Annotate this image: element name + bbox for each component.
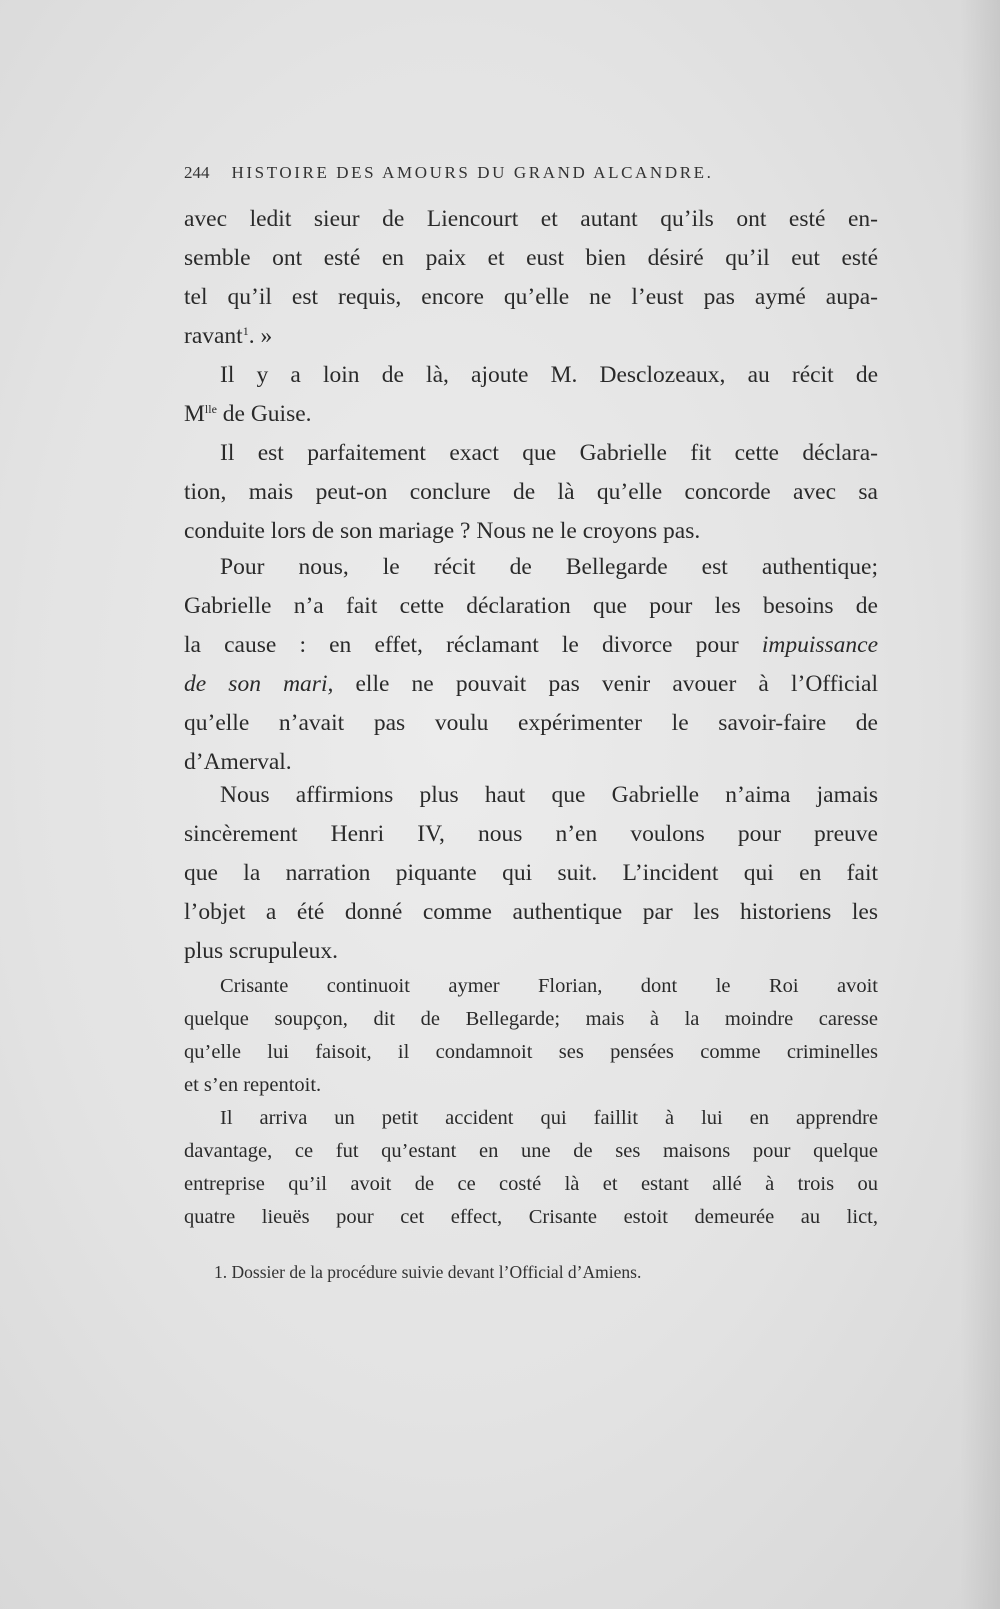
paragraph-4 <box>184 548 878 782</box>
text-line <box>184 626 878 665</box>
text-line: qu’elle lui faisoit, il condamnoit ses pensées comme criminelles <box>184 1041 878 1063</box>
text-line: plus scrupuleux. <box>184 938 339 964</box>
text-line: tel qu’il est requis, encore qu’elle ne l’eust pas aymé aupa- <box>184 284 878 310</box>
text-line: quatre lieuës pour cet effect, Crisante estoit demeurée au lict, <box>184 1206 878 1228</box>
paragraph-2 <box>184 356 878 434</box>
text-line: Gabrielle n’a fait cette déclaration que pour les besoins de <box>184 593 878 619</box>
text-fragment: ravant <box>184 323 243 349</box>
text-line: Pour nous, le récit de Bellegarde est authentique; <box>220 554 878 580</box>
page-number: 244 <box>184 163 210 182</box>
text-line: avec ledit sieur de Liencourt et autant qu’ils ont esté en- <box>184 206 878 232</box>
paragraph-5 <box>184 776 878 971</box>
text-line <box>184 395 878 434</box>
text-fragment: elle ne pouvait pas venir avouer à l’Official <box>333 671 878 697</box>
text-line: et s’en repentoit. <box>184 1074 322 1096</box>
text-line: entreprise qu’il avoit de ce costé là et estant allé à trois ou <box>184 1173 878 1195</box>
paragraph-1 <box>184 200 878 356</box>
text-line: l’objet a été donné comme authentique par les historiens les <box>184 899 878 925</box>
text-line: conduite lors de son mariage ? Nous ne le croyons pas. <box>184 518 701 544</box>
footnote-number: 1. <box>214 1262 228 1282</box>
quoted-paragraph-2 <box>184 1102 878 1234</box>
text-line: Il y a loin de là, ajoute M. Desclozeaux, au récit de <box>220 362 878 388</box>
italic-text: impuissance <box>761 632 878 658</box>
text-line: Crisante continuoit aymer Florian, dont le Roi avoit <box>220 975 878 997</box>
text-line: Il est parfaitement exact que Gabrielle fit cette déclara- <box>220 440 878 466</box>
text-fragment: de Guise. <box>216 401 312 427</box>
text-line: tion, mais peut-on conclure de là qu’elle concorde avec sa <box>184 479 878 505</box>
running-title: HISTOIRE DES AMOURS DU GRAND ALCANDRE. <box>231 163 714 182</box>
text-line: Il arriva un petit accident qui faillit à lui en apprendre <box>220 1107 878 1129</box>
text-line: que la narration piquante qui suit. L’incident qui en fait <box>184 860 878 886</box>
text-line <box>184 317 878 356</box>
text-line: d’Amerval. <box>184 749 292 775</box>
text-line: qu’elle n’avait pas voulu expérimenter le savoir-faire de <box>184 710 878 736</box>
quoted-paragraph-1 <box>184 970 878 1102</box>
text-line: quelque soupçon, dit de Bellegarde; mais à la moindre caresse <box>184 1008 878 1030</box>
text-line: Nous affirmions plus haut que Gabrielle n’aima jamais <box>220 782 878 808</box>
italic-text: de son mari, <box>184 671 334 697</box>
text-fragment: . » <box>248 323 273 349</box>
text-line: sincèrement Henri IV, nous n’en voulons pour preuve <box>184 821 878 847</box>
paragraph-3 <box>184 434 878 551</box>
footnote-text: Dossier de la procédure suivie devant l’Official d’Amiens. <box>231 1262 642 1282</box>
footnote-ref: 1 <box>242 324 249 338</box>
text-line: davantage, ce fut qu’estant en une de ses maisons pour quelque <box>184 1140 878 1162</box>
running-header <box>184 163 804 183</box>
text-fragment: M <box>184 401 205 427</box>
footnote <box>214 1262 641 1283</box>
superscript: lle <box>204 402 217 416</box>
text-fragment: la cause : en effet, réclamant le divorce pour <box>184 632 762 658</box>
text-line <box>184 665 878 704</box>
text-line: semble ont esté en paix et eust bien désiré qu’il eut esté <box>184 245 878 271</box>
